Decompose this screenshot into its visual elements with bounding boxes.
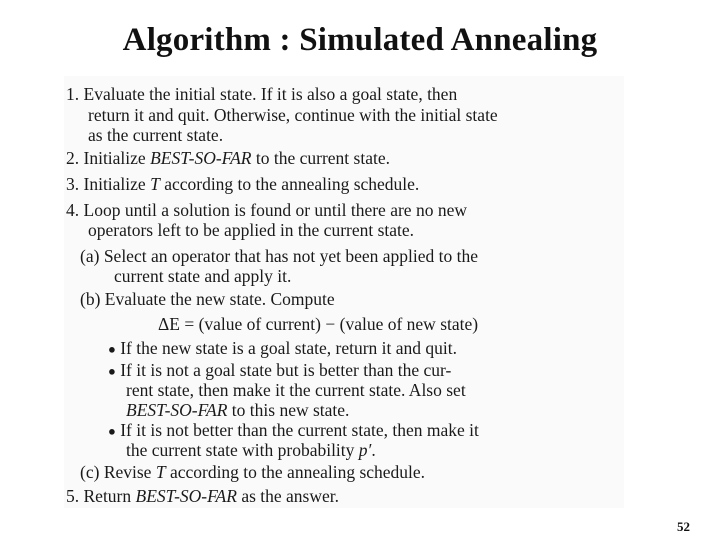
slide-title: Algorithm : Simulated Annealing xyxy=(122,22,598,58)
bullet-1-text: If the new state is a goal state, return it and quit. xyxy=(120,338,458,358)
bullet-3-text-cont: the current state with probability xyxy=(126,440,359,460)
step-1-text: Evaluate the initial state. If it is also a goal state, then xyxy=(83,84,458,104)
step-5 xyxy=(66,486,339,507)
bullet-3-line-1 xyxy=(108,420,479,442)
substep-c-text: Revise xyxy=(103,462,156,482)
step-5-number: 5. xyxy=(66,486,80,506)
step-4-text: Loop until a solution is found or until there are no new xyxy=(83,200,467,220)
substep-c xyxy=(80,462,425,483)
t-var: T xyxy=(150,174,160,194)
substep-a-label: (a) xyxy=(80,246,100,266)
bullet-3-text: If it is not better than the current state, then make it xyxy=(120,420,479,440)
substep-a-text: Select an operator that has not yet been applied to the xyxy=(103,246,478,266)
probability-var: p′ xyxy=(358,440,372,460)
step-2-number: 2. xyxy=(66,148,80,168)
scanned-algorithm-text xyxy=(64,76,624,508)
delta-e-formula: ΔE = (value of current) − (value of new state) xyxy=(158,314,479,334)
best-so-far-var: BEST-SO-FAR xyxy=(135,486,237,506)
best-so-far-var: BEST-SO-FAR xyxy=(150,148,252,168)
bullet-icon: ● xyxy=(108,341,116,357)
bullet-2-text: If it is not a goal state but is better than the cur- xyxy=(120,360,452,380)
step-3-number: 3. xyxy=(66,174,80,194)
bullet-2-line-1 xyxy=(108,360,451,382)
substep-a-line-2: current state and apply it. xyxy=(114,266,292,286)
best-so-far-var: BEST-SO-FAR xyxy=(126,400,228,420)
step-5-text: Return xyxy=(83,486,136,506)
step-4-line-1 xyxy=(66,200,467,221)
step-2-text-end: to the current state. xyxy=(251,148,390,168)
step-2-text: Initialize xyxy=(83,148,151,168)
bullet-icon: ● xyxy=(108,363,116,379)
page-number: 52 xyxy=(677,519,690,534)
step-2 xyxy=(66,148,390,169)
step-5-text-end: as the answer. xyxy=(236,486,339,506)
step-1-line-3: as the current state. xyxy=(88,125,224,145)
substep-c-text-end: according to the annealing schedule. xyxy=(165,462,426,482)
step-3-text-end: according to the annealing schedule. xyxy=(159,174,420,194)
substep-b-label: (b) xyxy=(80,289,101,309)
step-3-text: Initialize xyxy=(83,174,151,194)
step-4-number: 4. xyxy=(66,200,80,220)
substep-b-line-1 xyxy=(80,289,335,310)
t-var: T xyxy=(155,462,166,482)
substep-a-line-1 xyxy=(80,246,478,267)
bullet-icon: ● xyxy=(108,423,116,439)
substep-c-label: (c) xyxy=(80,462,100,482)
step-4-line-2: operators left to be applied in the current state. xyxy=(88,220,415,240)
bullet-2-text-end: to this new state. xyxy=(227,400,350,420)
bullet-3-line-2 xyxy=(126,440,376,461)
bullet-2-line-2: rent state, then make it the current state. Also set xyxy=(126,380,466,400)
step-3 xyxy=(66,174,419,195)
bullet-1 xyxy=(108,338,457,360)
bullet-3-text-end: . xyxy=(371,440,376,460)
step-1-line-2: return it and quit. Otherwise, continue with the initial state xyxy=(88,105,498,125)
substep-b-text: Evaluate the new state. Compute xyxy=(104,289,335,309)
step-1-number: 1. xyxy=(66,84,80,104)
step-1-line-1 xyxy=(66,84,457,105)
bullet-2-line-3 xyxy=(126,400,349,421)
